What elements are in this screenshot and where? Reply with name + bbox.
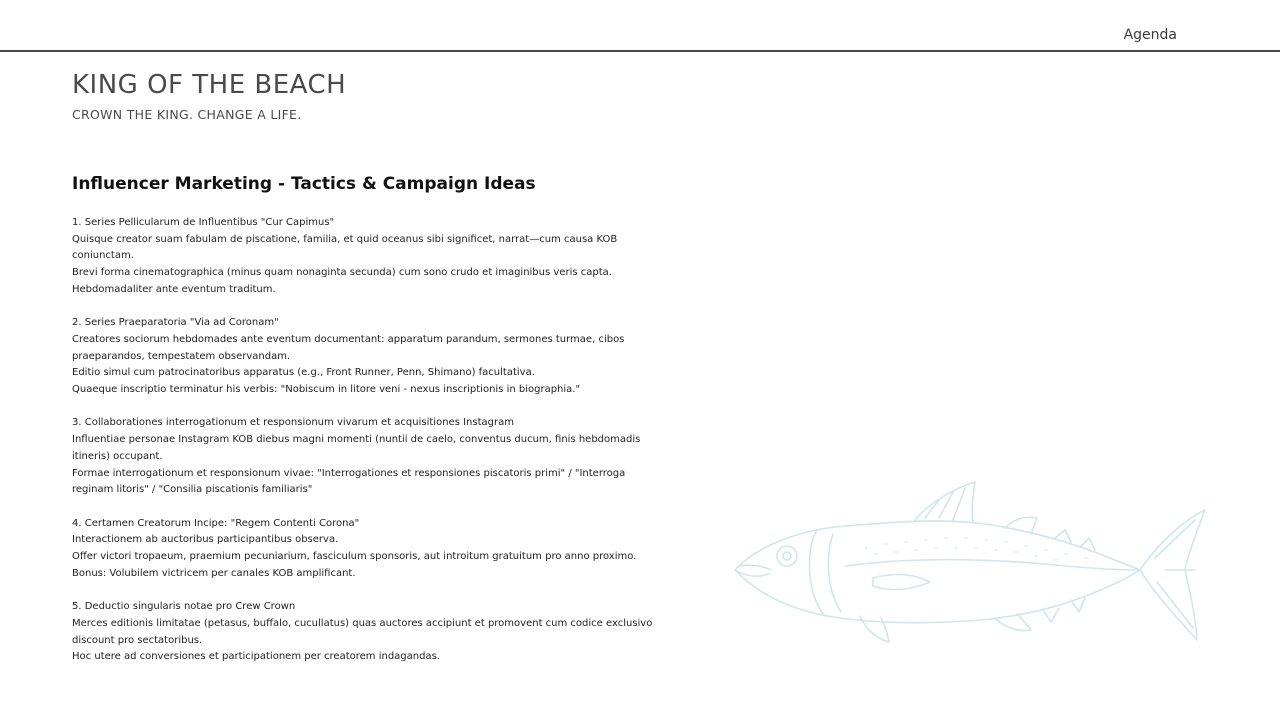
tactic-line: Quisque creator suam fabulam de piscatione, familia, et quid oceanus sibi significet, narrat—cum causa KOB coniunctam. — [72, 233, 618, 262]
tactic-line: Offer victori tropaeum, praemium pecuniarium, fasciculum sponsoris, aut introitum gratuitum pro anno proximo. — [72, 551, 637, 563]
tactic-title: 5. Deductio singularis notae pro Crew Crown — [72, 601, 296, 613]
tactic-item — [72, 315, 657, 399]
tactic-line: Brevi forma cinematographica (minus quam nonaginta secunda) cum sono crudo et imaginibus veris capta. — [72, 267, 612, 279]
tactic-item — [72, 516, 657, 583]
tactics-list — [72, 215, 657, 683]
tactic-item — [72, 599, 657, 666]
brand-title: KING OF THE BEACH — [72, 70, 347, 100]
tactic-line: Bonus: Volubilem victricem per canales KOB amplificant. — [72, 567, 356, 579]
tactic-line: Editio simul cum patrocinatoribus apparatus (e.g., Front Runner, Penn, Shimano) facultativa. — [72, 367, 535, 379]
tactic-line: Interactionem ab auctoribus participantibus observa. — [72, 534, 339, 546]
tactic-line: Creatores sociorum hebdomades ante eventum documentant: apparatum parandum, sermones turmae, cibos praeparandos, tempestatem observandam. — [72, 333, 625, 362]
tactic-line: Hebdomadaliter ante eventum traditum. — [72, 283, 276, 295]
tactic-item — [72, 415, 657, 499]
brand-tagline: CROWN THE KING. CHANGE A LIFE. — [72, 107, 302, 122]
tactic-title: 2. Series Praeparatoria "Via ad Coronam" — [72, 317, 279, 329]
tactic-line: Formae interrogationum et responsionum vivae: "Interrogationes et responsiones piscatoris primi" / "Interroga reginam litoris" / "Consilia piscationis familiaris" — [72, 467, 626, 496]
tactic-title: 1. Series Pellicularum de Influentibus "Cur Capimus" — [72, 217, 335, 228]
tactic-line: Hoc utere ad conversiones et participationem per creatorem indagandas. — [72, 651, 440, 663]
fish-illustration-icon — [725, 478, 1210, 648]
top-bar — [0, 0, 1280, 52]
agenda-link[interactable]: Agenda — [1123, 27, 1177, 43]
tactic-title: 3. Collaborationes interrogationum et responsionum vivarum et acquisitiones Instagram — [72, 417, 514, 429]
section-heading: Influencer Marketing - Tactics & Campaign Ideas — [72, 174, 536, 194]
tactic-item — [72, 215, 657, 299]
tactic-line: Quaeque inscriptio terminatur his verbis: "Nobiscum in litore veni - nexus inscriptionis in biographia." — [72, 384, 581, 396]
tactic-line: Merces editionis limitatae (petasus, buffalo, cucullatus) quas auctores accipiunt et promovent cum codice exclusivo discount pro sectatoribus. — [72, 617, 653, 646]
tactic-line: Influentiae personae Instagram KOB diebus magni momenti (nuntii de caelo, conventus ducum, finis hebdomadis itineris) occupant. — [72, 434, 641, 462]
tactic-title: 4. Certamen Creatorum Incipe: "Regem Contenti Corona" — [72, 517, 360, 529]
